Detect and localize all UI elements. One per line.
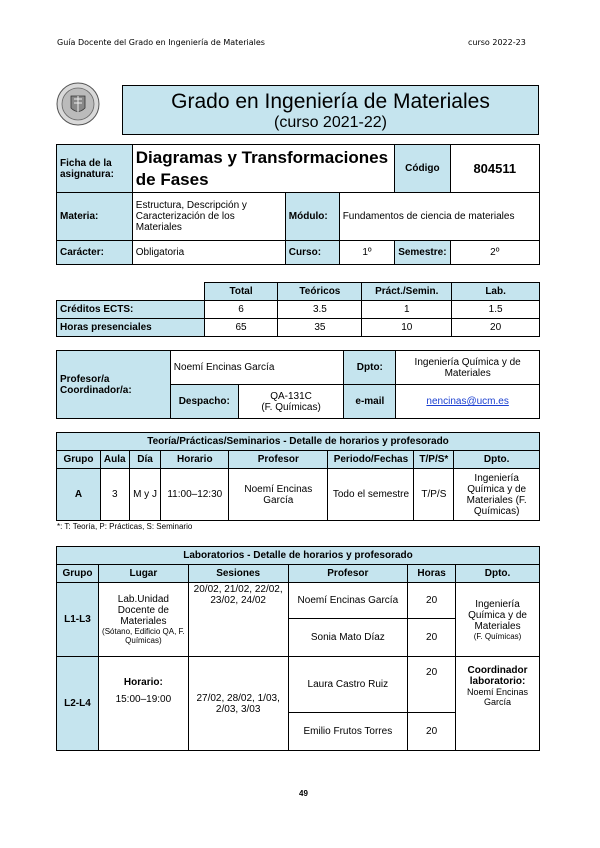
labs-coordinator	[456, 657, 540, 751]
labs-horas: 20	[408, 619, 456, 657]
labs-profesor: Noemí Encinas García	[288, 583, 408, 619]
codigo-value: 804511	[450, 145, 539, 193]
theory-dpto: Ingeniería Química y de Materiales (F. Químicas)	[454, 469, 540, 521]
labs-coord-label: Coordinador laboratorio:	[467, 665, 528, 687]
degree-title: Grado en Ingeniería de Materiales	[171, 90, 490, 113]
labs-group-l1l3: L1-L3	[57, 583, 99, 657]
labs-sesiones-1: 20/02, 21/02, 22/02, 23/02, 24/02	[188, 583, 288, 657]
caracter-value: Obligatoria	[132, 241, 285, 265]
credits-corner	[57, 283, 205, 301]
title-banner	[122, 85, 539, 135]
theory-header: Grupo	[57, 451, 101, 469]
theory-header: Día	[129, 451, 161, 469]
curso-value: 1º	[339, 241, 395, 265]
materia-value: Estructura, Descripción y Caracterización de los Materiales	[132, 193, 285, 241]
labs-profesor: Laura Castro Ruiz	[288, 657, 408, 713]
labs-table	[56, 546, 540, 751]
codigo-label: Código	[395, 145, 450, 193]
credits-cell: 35	[278, 319, 362, 337]
labs-dpto-name: Ingeniería Química y de Materiales	[468, 598, 527, 632]
labs-horario-label: Horario:	[123, 677, 163, 688]
labs-coord-name: Noemí Encinas García	[467, 687, 529, 707]
despacho-building: (F. Químicas)	[261, 401, 321, 413]
theory-header: T/P/S*	[414, 451, 454, 469]
coordinator-table	[56, 350, 540, 419]
credits-cell: 65	[204, 319, 278, 337]
credits-header: Teóricos	[278, 283, 362, 301]
labs-horario	[98, 657, 188, 751]
labs-lugar-sub: (Sótano, Edificio QA, F. Químicas)	[102, 627, 185, 645]
despacho-label: Despacho:	[170, 385, 238, 419]
credits-header: Total	[204, 283, 278, 301]
theory-header: Periodo/Fechas	[328, 451, 414, 469]
credits-table	[56, 282, 540, 337]
theory-title: Teoría/Prácticas/Seminarios - Detalle de horarios y profesorado	[57, 433, 540, 451]
labs-header: Horas	[408, 565, 456, 583]
credits-row-label: Horas presenciales	[57, 319, 205, 337]
labs-header: Dpto.	[456, 565, 540, 583]
labs-lugar-name: Lab.Unidad Docente de Materiales	[117, 594, 169, 627]
header-left: Guía Docente del Grado en Ingeniería de Materiales	[57, 38, 265, 47]
labs-header: Lugar	[98, 565, 188, 583]
semestre-value: 2º	[450, 241, 539, 265]
university-seal-icon	[56, 82, 100, 126]
theory-grupo: A	[57, 469, 101, 521]
semestre-label: Semestre:	[395, 241, 450, 265]
coordinator-label: Profesor/a Coordinador/a:	[57, 351, 171, 419]
credits-header: Lab.	[452, 283, 540, 301]
modulo-value: Fundamentos de ciencia de materiales	[339, 193, 539, 241]
header-right: curso 2022-23	[468, 38, 526, 47]
labs-header: Profesor	[288, 565, 408, 583]
caracter-label: Carácter:	[57, 241, 133, 265]
theory-profesor: Noemí Encinas García	[229, 469, 328, 521]
credits-cell: 6	[204, 301, 278, 319]
theory-header: Aula	[100, 451, 129, 469]
credits-cell: 1.5	[452, 301, 540, 319]
credits-cell: 3.5	[278, 301, 362, 319]
ficha-label: Ficha de la asignatura:	[57, 145, 133, 193]
theory-aula: 3	[100, 469, 129, 521]
labs-sesiones-2: 27/02, 28/02, 1/03, 2/03, 3/03	[188, 657, 288, 751]
theory-header: Profesor	[229, 451, 328, 469]
labs-dpto	[456, 583, 540, 657]
theory-dia: M y J	[129, 469, 161, 521]
email-label: e-mail	[344, 385, 396, 419]
dpto-value: Ingeniería Química y de Materiales	[396, 351, 540, 385]
email-link[interactable]: nencinas@ucm.es	[426, 396, 509, 407]
credits-cell: 1	[362, 301, 452, 319]
despacho-office: QA-131C	[270, 390, 312, 402]
materia-label: Materia:	[57, 193, 133, 241]
credits-header: Práct./Semin.	[362, 283, 452, 301]
subject-name: Diagramas y Transformaciones de Fases	[132, 145, 394, 193]
credits-row-label: Créditos ECTS:	[57, 301, 205, 319]
labs-lugar	[98, 583, 188, 657]
curso-label: Curso:	[285, 241, 339, 265]
subject-table	[56, 144, 540, 265]
email-cell	[396, 385, 540, 419]
theory-table	[56, 432, 540, 521]
labs-profesor: Sonia Mato Díaz	[288, 619, 408, 657]
course-year: (curso 2021-22)	[274, 114, 387, 131]
theory-periodo: Todo el semestre	[328, 469, 414, 521]
theory-header: Dpto.	[454, 451, 540, 469]
theory-tps: T/P/S	[414, 469, 454, 521]
labs-header: Sesiones	[188, 565, 288, 583]
labs-header: Grupo	[57, 565, 99, 583]
dpto-label: Dpto:	[344, 351, 396, 385]
labs-horas: 20	[408, 713, 456, 751]
labs-horario-value: 15:00–19:00	[115, 694, 172, 705]
theory-horario: 11:00–12:30	[161, 469, 229, 521]
page-number: 49	[299, 789, 308, 798]
labs-title: Laboratorios - Detalle de horarios y profesorado	[57, 547, 540, 565]
tps-footnote: *: T: Teoría, P: Prácticas, S: Seminario	[57, 522, 193, 531]
labs-group-l2l4: L2-L4	[57, 657, 99, 751]
credits-cell: 20	[452, 319, 540, 337]
coordinator-name: Noemí Encinas García	[170, 351, 344, 385]
labs-horas: 20	[408, 583, 456, 619]
modulo-label: Módulo:	[285, 193, 339, 241]
labs-horas: 20	[408, 657, 456, 713]
credits-cell: 10	[362, 319, 452, 337]
despacho-value	[238, 385, 344, 419]
labs-dpto-sub: (F. Químicas)	[473, 631, 522, 641]
labs-profesor: Emilio Frutos Torres	[288, 713, 408, 751]
theory-header: Horario	[161, 451, 229, 469]
